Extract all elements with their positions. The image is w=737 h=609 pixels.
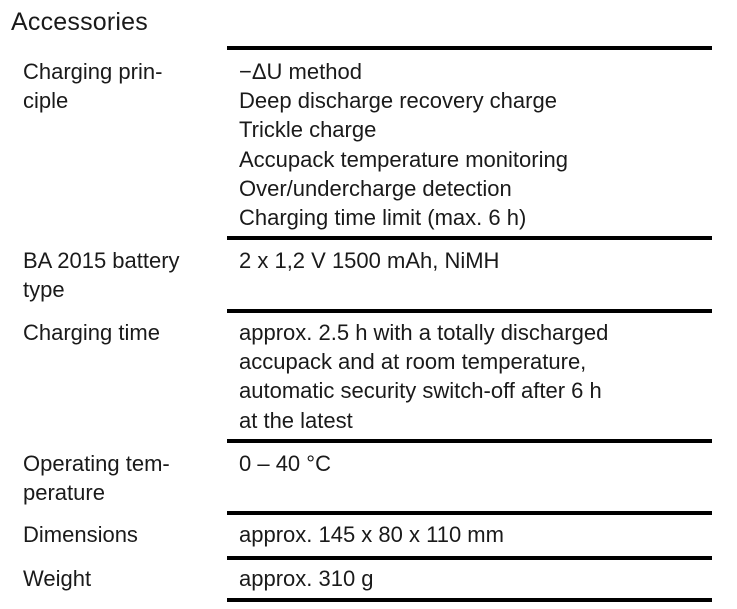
label-line: type xyxy=(23,277,65,302)
row-divider xyxy=(227,309,712,313)
value-line: automatic security switch-off after 6 h xyxy=(239,378,602,404)
row-label xyxy=(23,246,218,304)
value-line: accupack and at room temperature, xyxy=(239,349,587,375)
row-value xyxy=(239,520,709,549)
label-line: Dimensions xyxy=(23,522,138,547)
row-label xyxy=(23,449,218,507)
value-line: approx. 310 g xyxy=(239,566,374,591)
row-value xyxy=(239,449,709,478)
value-line: approx. 145 x 80 x 110 mm xyxy=(239,522,504,547)
row-value xyxy=(239,318,709,435)
table-top-rule xyxy=(227,46,712,50)
value-line: approx. 2.5 h with a totally discharged xyxy=(239,320,609,345)
value-line: −ΔU method xyxy=(239,59,362,84)
label-line: Operating tem- xyxy=(23,451,170,476)
row-divider xyxy=(227,511,712,515)
value-line: Charging time limit (max. 6 h) xyxy=(239,205,527,231)
label-line: Weight xyxy=(23,566,92,591)
label-line: Charging time xyxy=(23,320,160,345)
row-divider xyxy=(227,439,712,443)
table-bottom-rule xyxy=(227,598,712,602)
row-divider xyxy=(227,556,712,560)
row-label xyxy=(23,520,218,549)
row-divider xyxy=(227,236,712,240)
value-line: 0 – 40 °C xyxy=(239,451,331,476)
row-label xyxy=(23,57,218,115)
section-title: Accessories xyxy=(11,8,148,36)
value-line: Over/undercharge detection xyxy=(239,175,512,201)
row-value xyxy=(239,564,709,593)
value-line: Trickle charge xyxy=(239,117,377,143)
row-label xyxy=(23,318,218,347)
row-label xyxy=(23,564,218,593)
label-line: ciple xyxy=(23,88,69,113)
value-line: 2 x 1,2 V 1500 mAh, NiMH xyxy=(239,248,500,273)
value-line: Deep discharge recovery charge xyxy=(239,88,557,114)
value-line: Accupack temperature monitoring xyxy=(239,146,568,172)
label-line: Charging prin- xyxy=(23,59,163,84)
label-line: perature xyxy=(23,480,105,505)
value-line: at the latest xyxy=(239,407,353,433)
row-value xyxy=(239,246,709,275)
label-line: BA 2015 battery xyxy=(23,248,180,273)
row-value xyxy=(239,57,709,232)
